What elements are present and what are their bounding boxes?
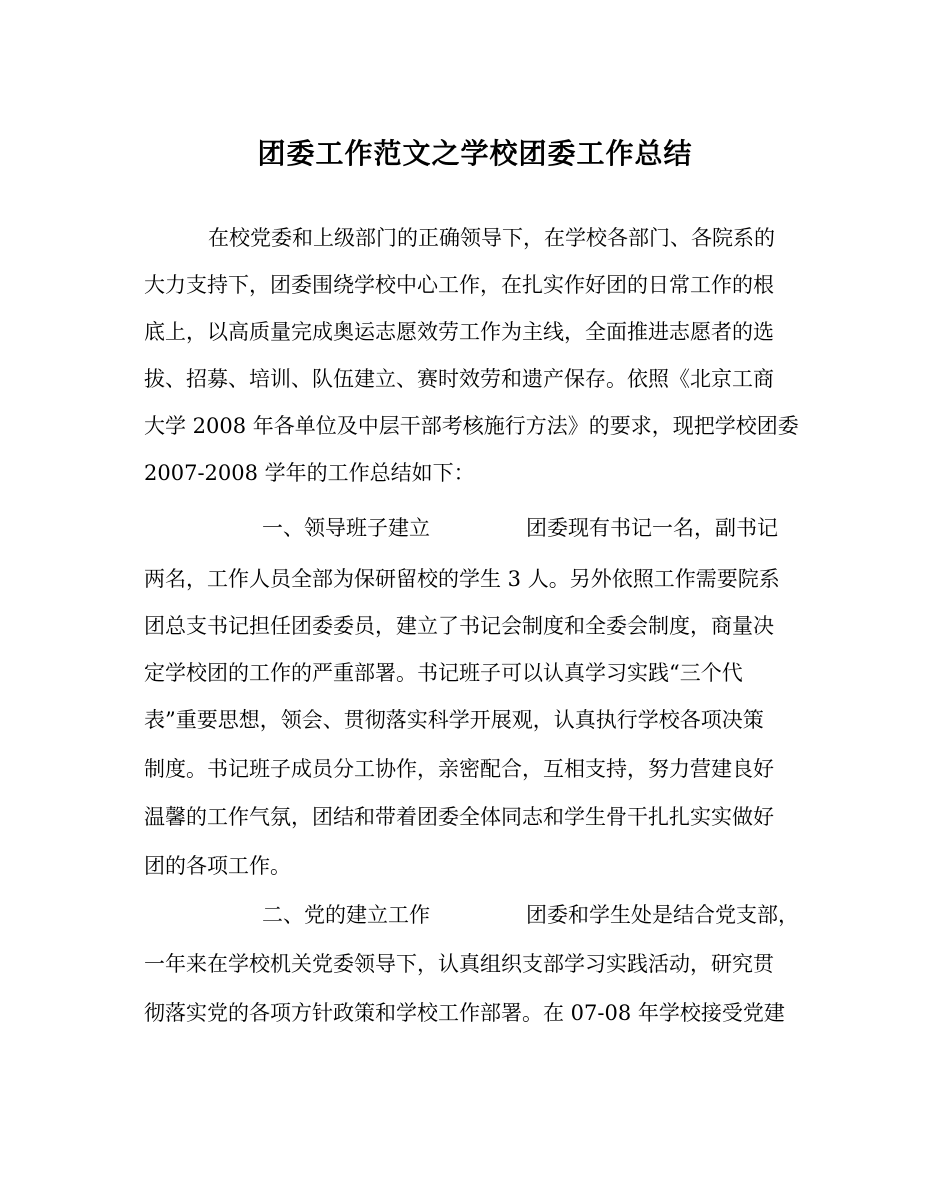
section-1-line-1: 两名，工作人员全部为保研留校的学生 3 人。另外依照工作需要院系 bbox=[144, 567, 780, 591]
section-1-line-4: 表”重要思想，领会、贯彻落实科学开展观，认真执行学校各项决策 bbox=[144, 708, 764, 732]
intro-line-5: 大学 2008 年各单位及中层干部考核施行方法》的要求，现把学校团委 bbox=[144, 414, 799, 438]
intro-line-6: 2007-2008 学年的工作总结如下： bbox=[144, 461, 475, 485]
section-2-line-1: 一年来在学校机关党委领导下，认真组织支部学习实践活动，研究贯 bbox=[144, 952, 774, 976]
section-1-line-3: 定学校团的工作的严重部署。书记班子可以认真学习实践“三个代 bbox=[144, 661, 743, 685]
section-2-first-line bbox=[262, 900, 799, 930]
section-1-line-7: 团的各项工作。 bbox=[144, 854, 291, 878]
intro-line-3: 底上，以高质量完成奥运志愿效劳工作为主线，全面推进志愿者的选 bbox=[144, 320, 774, 344]
intro-line-4: 拔、招募、培训、队伍建立、赛时效劳和遗产保存。依照《北京工商 bbox=[144, 367, 774, 391]
section-1-line-2: 团总支书记担任团委委员，建立了书记会制度和全委会制度，商量决 bbox=[144, 614, 774, 638]
intro-line-1: 在校党委和上级部门的正确领导下，在学校各部门、各院系的 bbox=[208, 226, 775, 250]
section-1-first-text: 团委现有书记一名，副书记 bbox=[526, 516, 778, 540]
intro-line-2: 大力支持下，团委围绕学校中心工作，在扎实作好团的日常工作的根 bbox=[144, 273, 774, 297]
document-title: 团委工作范文之学校团委工作总结 bbox=[257, 137, 693, 170]
section-1-heading: 一、领导班子建立 bbox=[262, 516, 430, 540]
section-2-first-text: 团委和学生处是结合党支部， bbox=[526, 903, 799, 927]
section-2-line-2: 彻落实党的各项方针政策和学校工作部署。在 07-08 年学校接受党建 bbox=[144, 1001, 785, 1025]
section-1-line-6: 温馨的工作气氛，团结和带着团委全体同志和学生骨干扎扎实实做好 bbox=[144, 805, 774, 829]
section-1-first-line bbox=[262, 513, 778, 543]
section-2-heading: 二、党的建立工作 bbox=[262, 903, 430, 927]
section-1-line-5: 制度。书记班子成员分工协作，亲密配合，互相支持，努力营建良好 bbox=[144, 757, 774, 781]
